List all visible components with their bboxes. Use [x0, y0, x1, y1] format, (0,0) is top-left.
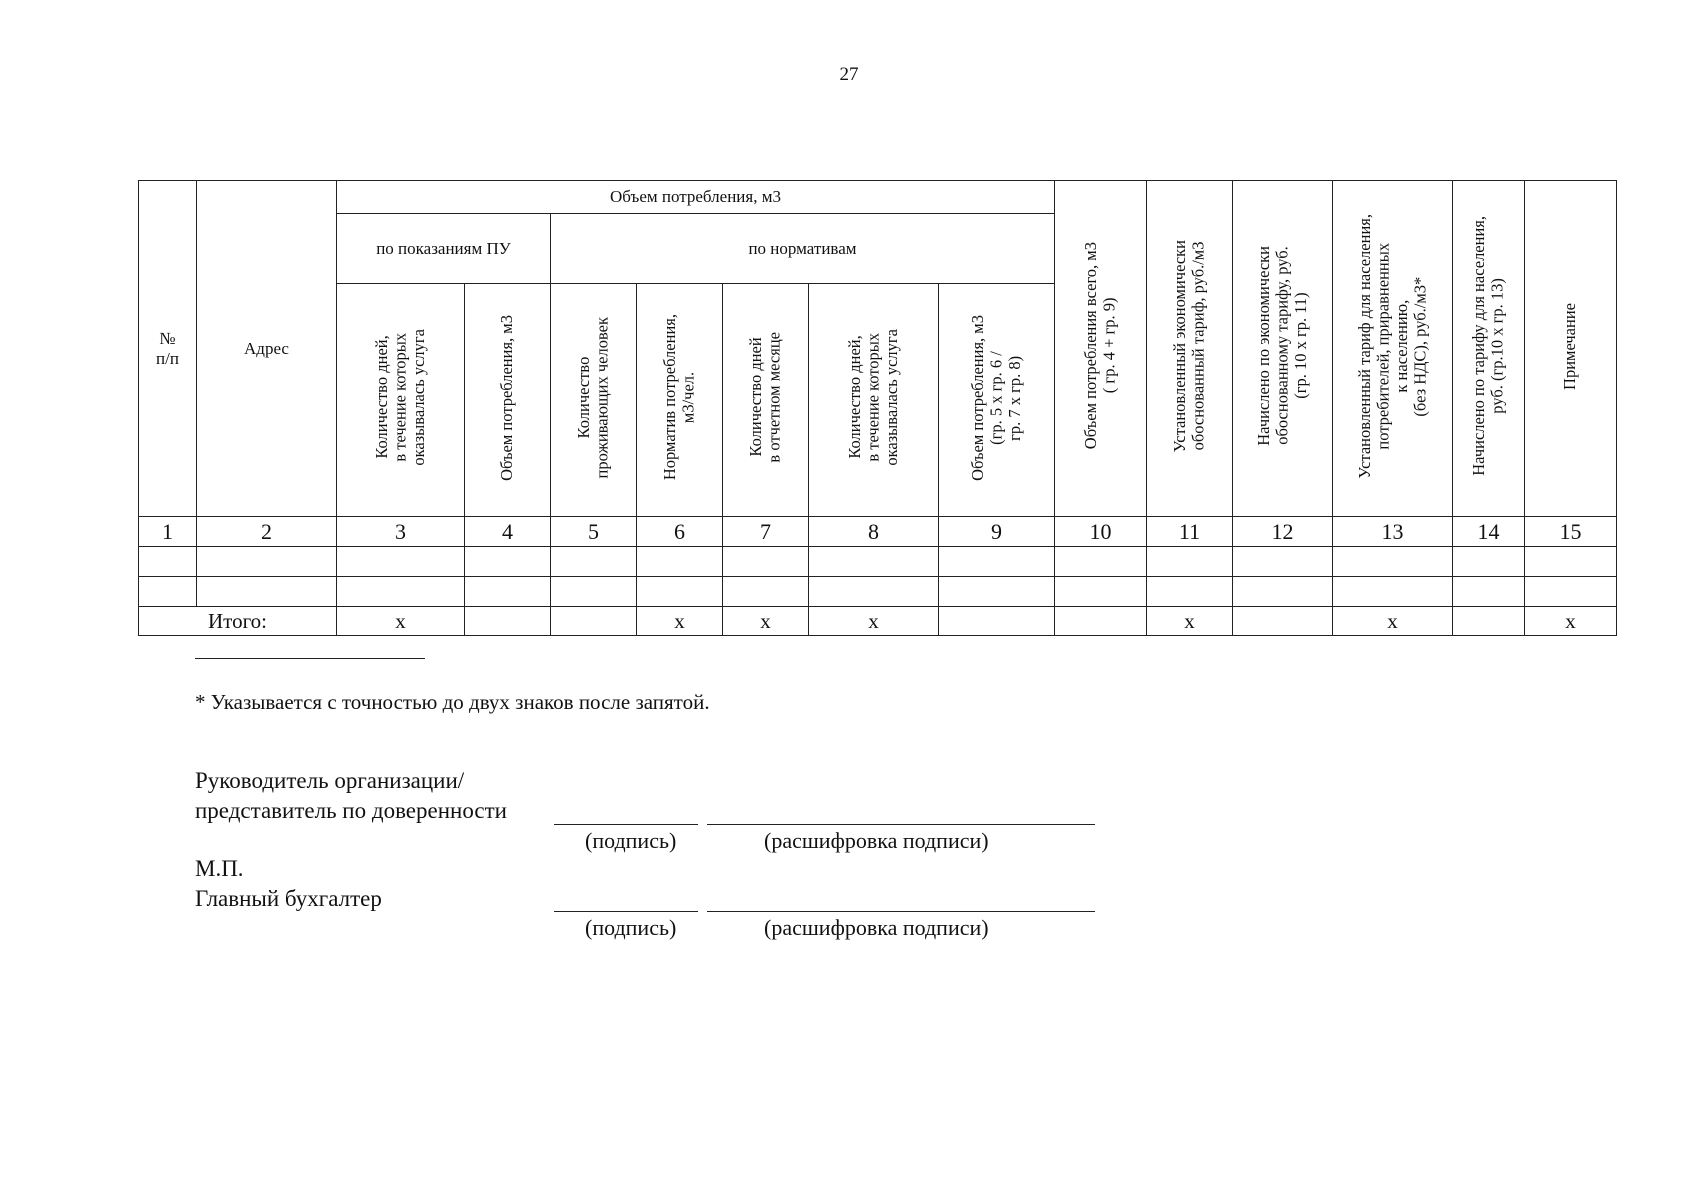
column-number: 14	[1453, 517, 1525, 547]
table-row	[139, 577, 1617, 607]
table-cell	[1333, 547, 1453, 577]
accountant-signature-caption: (подпись)	[585, 915, 677, 940]
header-col4: Объем потребления, м3	[465, 284, 551, 517]
column-number: 3	[337, 517, 465, 547]
column-number: 11	[1147, 517, 1233, 547]
column-number: 8	[809, 517, 939, 547]
header-address: Адрес	[197, 181, 337, 517]
total-cell: х	[337, 607, 465, 636]
table-cell	[551, 577, 637, 607]
table-cell	[197, 547, 337, 577]
table-cell	[139, 577, 197, 607]
header-col6: Норматив потребления, м3/чел.	[637, 284, 723, 517]
table-cell	[1333, 577, 1453, 607]
header-col14: Начислено по тарифу для населения, руб. (гр.10 х гр. 13)	[1453, 181, 1525, 517]
total-cell	[1453, 607, 1525, 636]
total-cell: х	[723, 607, 809, 636]
table-cell	[1525, 577, 1617, 607]
table-cell	[809, 577, 939, 607]
total-cell: х	[1525, 607, 1617, 636]
table-cell	[637, 547, 723, 577]
total-cell: х	[1147, 607, 1233, 636]
total-label: Итого:	[139, 607, 337, 636]
total-cell	[551, 607, 637, 636]
header-col13: Установленный тариф для населения, потребителей, приравненных к населению, (без НДС), руб./м3*	[1333, 181, 1453, 517]
total-cell: х	[637, 607, 723, 636]
table-cell	[337, 577, 465, 607]
column-number: 1	[139, 517, 197, 547]
header-col5: Количество проживающих человек	[551, 284, 637, 517]
column-number: 7	[723, 517, 809, 547]
column-number-row	[139, 517, 1617, 547]
total-cell	[1055, 607, 1147, 636]
header-by-meter: по показаниям ПУ	[337, 214, 551, 284]
total-cell	[465, 607, 551, 636]
table-cell	[1055, 547, 1147, 577]
table-cell	[1233, 577, 1333, 607]
header-col15: Примечание	[1525, 181, 1617, 517]
table-cell	[939, 547, 1055, 577]
accountant-label: Главный бухгалтер	[195, 886, 382, 911]
column-number: 9	[939, 517, 1055, 547]
header-col8: Количество дней, в течение которых оказывалась услуга	[809, 284, 939, 517]
column-number: 2	[197, 517, 337, 547]
table-cell	[1525, 547, 1617, 577]
column-number: 13	[1333, 517, 1453, 547]
table-cell	[1055, 577, 1147, 607]
table-cell	[1453, 547, 1525, 577]
total-row	[139, 607, 1617, 636]
table-cell	[723, 547, 809, 577]
table-cell	[1147, 577, 1233, 607]
total-cell	[1233, 607, 1333, 636]
table-cell	[465, 577, 551, 607]
seal-label: М.П.	[195, 856, 244, 881]
head-decode-caption: (расшифровка подписи)	[764, 828, 989, 853]
header-col9: Объем потребления, м3 (гр. 5 х гр. 6 / гр. 7 х гр. 8)	[939, 284, 1055, 517]
footnote-divider	[195, 658, 425, 659]
table-cell	[139, 547, 197, 577]
footnote: * Указывается с точностью до двух знаков после запятой.	[195, 690, 710, 714]
header-col7: Количество дней в отчетном месяце	[723, 284, 809, 517]
accountant-signature-line	[554, 911, 698, 912]
table-row	[139, 547, 1617, 577]
table-cell	[1233, 547, 1333, 577]
table-cell	[465, 547, 551, 577]
table-cell	[723, 577, 809, 607]
head-signature-decode-line	[707, 824, 1095, 825]
header-col3: Количество дней, в течение которых оказывалась услуга	[337, 284, 465, 517]
accountant-signature-decode-line	[707, 911, 1095, 912]
table-cell	[551, 547, 637, 577]
page-number: 27	[839, 64, 859, 85]
report-table	[138, 180, 1617, 636]
column-number: 5	[551, 517, 637, 547]
table-cell	[1147, 547, 1233, 577]
table-cell	[337, 547, 465, 577]
header-col12: Начислено по экономически обоснованному тарифу, руб. (гр. 10 х гр. 11)	[1233, 181, 1333, 517]
column-number: 6	[637, 517, 723, 547]
total-cell: х	[809, 607, 939, 636]
header-by-norm: по нормативам	[551, 214, 1055, 284]
column-number: 10	[1055, 517, 1147, 547]
header-num: № п/п	[139, 181, 197, 517]
total-cell	[939, 607, 1055, 636]
head-signature-caption: (подпись)	[585, 828, 677, 853]
header-volume-group: Объем потребления, м3	[337, 181, 1055, 214]
table-cell	[939, 577, 1055, 607]
column-number: 4	[465, 517, 551, 547]
head-title-line2: представитель по доверенности	[195, 798, 507, 823]
header-col10: Объем потребления всего, м3 ( гр. 4 + гр. 9)	[1055, 181, 1147, 517]
header-col11: Установленный экономически обоснованный тариф, руб./м3	[1147, 181, 1233, 517]
table-cell	[197, 577, 337, 607]
accountant-decode-caption: (расшифровка подписи)	[764, 915, 989, 940]
head-signature-line	[554, 824, 698, 825]
table-cell	[1453, 577, 1525, 607]
column-number: 15	[1525, 517, 1617, 547]
table-cell	[637, 577, 723, 607]
column-number: 12	[1233, 517, 1333, 547]
table-cell	[809, 547, 939, 577]
total-cell: х	[1333, 607, 1453, 636]
head-title-line1: Руководитель организации/	[195, 768, 465, 793]
